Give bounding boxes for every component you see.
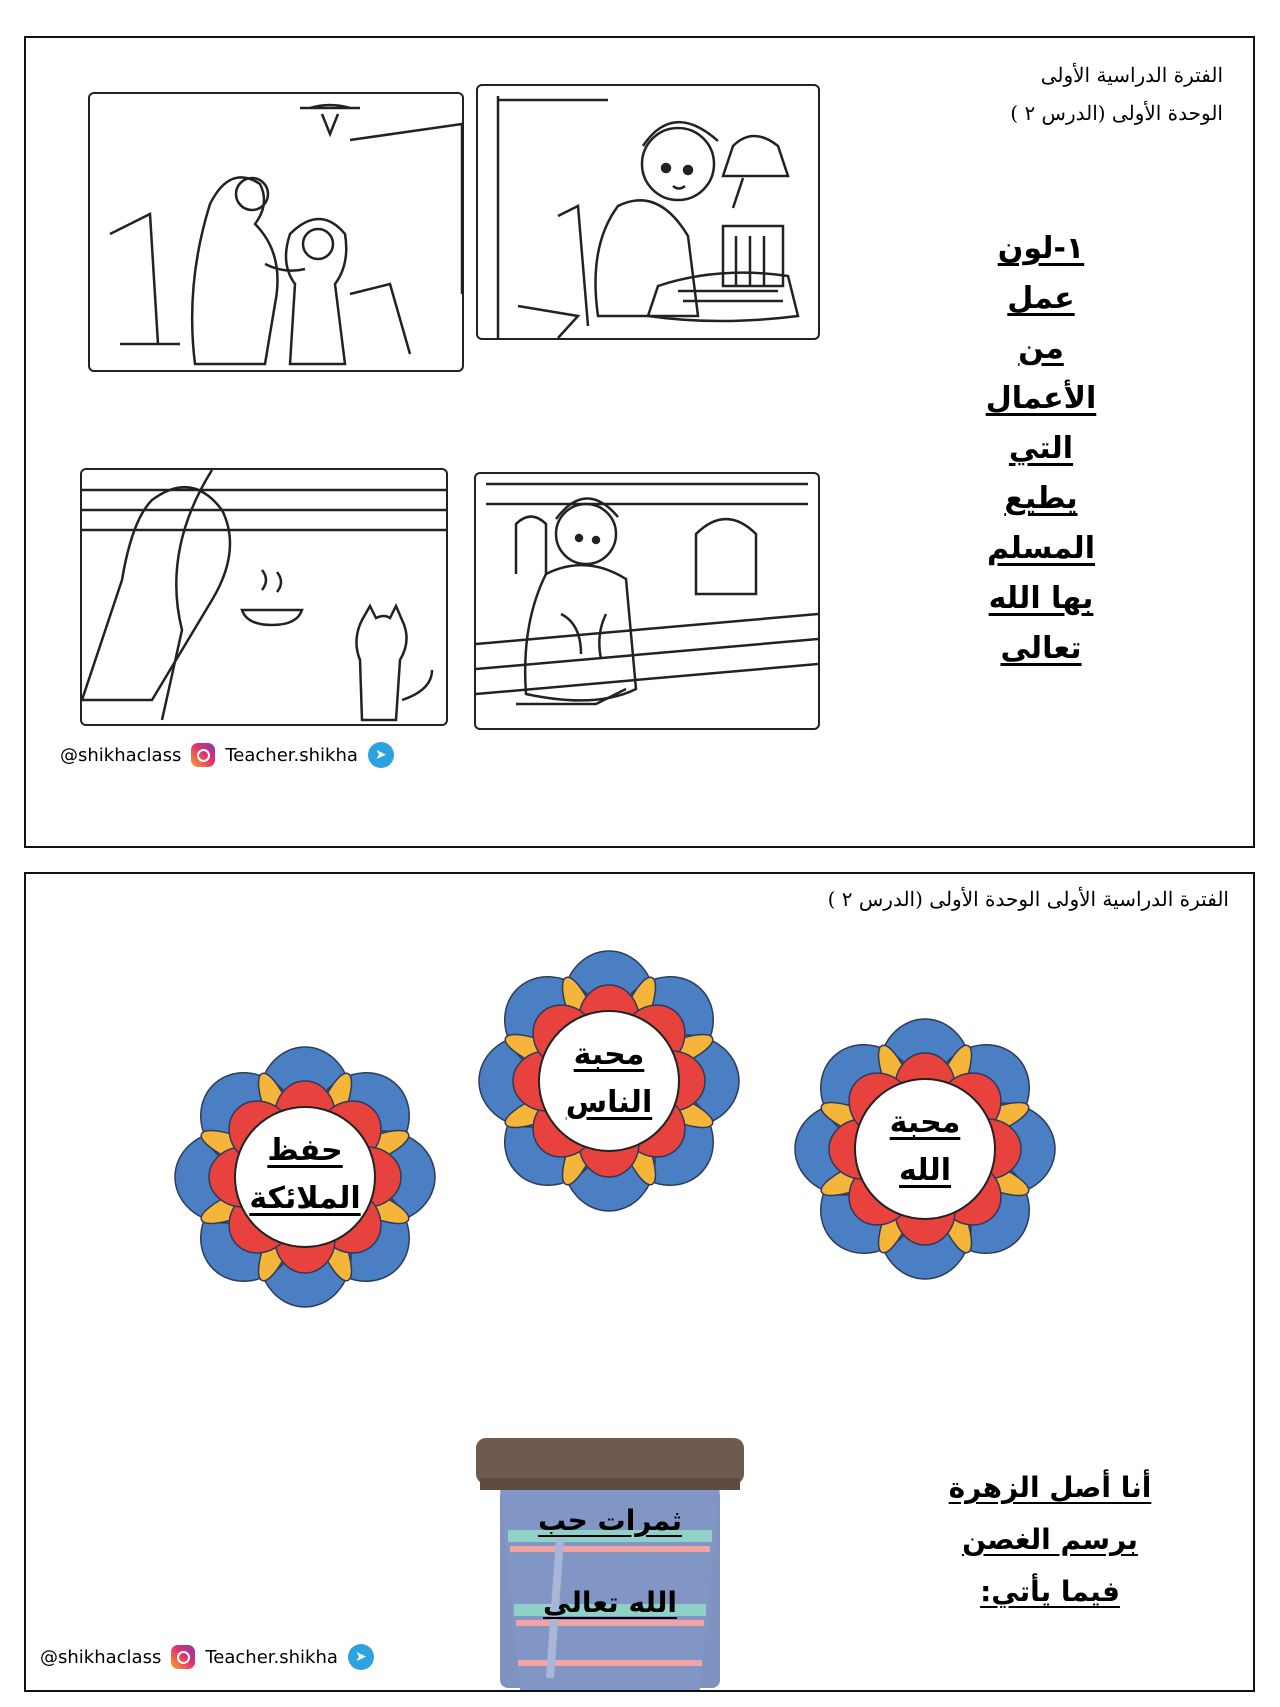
footer-handle: @shikhaclass (40, 1646, 162, 1668)
flower-label-line: الناس (565, 1085, 653, 1120)
question-word: عمل (1007, 281, 1075, 316)
question-word: يطيع (1004, 481, 1078, 516)
instagram-icon[interactable] (171, 1645, 195, 1669)
instagram-icon[interactable] (191, 743, 215, 767)
flower-label-line: محبة (889, 1105, 961, 1140)
scene-boy-praying[interactable] (474, 472, 820, 730)
flower-label-line: محبة (573, 1037, 645, 1072)
flower-love-of-allah[interactable] (790, 1014, 1060, 1284)
flower-label-line: حفظ (267, 1133, 343, 1168)
page2-header: الفترة الدراسية الأولى الوحدة الأولى (الدرس ٢ ) (827, 887, 1229, 911)
question-word: المسلم (987, 531, 1095, 566)
question-word: الأعمال (985, 381, 1097, 416)
page2-footer (40, 1644, 374, 1670)
drawing-instruction (900, 1462, 1200, 1618)
question-word: ١-لون (997, 231, 1085, 266)
telegram-icon[interactable]: ➤ (368, 742, 394, 768)
question-word: من (1018, 331, 1064, 366)
telegram-icon[interactable]: ➤ (348, 1644, 374, 1670)
pot-label-line1: ثمرات حب (537, 1504, 682, 1537)
question-word: التي (1008, 431, 1074, 466)
page1-header (1010, 56, 1223, 132)
footer-instagram: Teacher.shikha (225, 744, 358, 766)
flower-label (225, 1127, 385, 1223)
flower-label (529, 1031, 689, 1127)
scene-feeding-cat[interactable] (80, 468, 448, 726)
scene-boy-reading[interactable] (476, 84, 820, 340)
instruction-line: أنا أصل الزهرة (948, 1471, 1152, 1504)
pot-label-line2: الله تعالى (543, 1586, 677, 1619)
flower-label-line: الله (899, 1153, 951, 1188)
header-term: الفترة الدراسية الأولى (1040, 63, 1223, 87)
header-unit-lesson: الوحدة الأولى (الدرس ٢ ) (1010, 101, 1223, 125)
page1-footer (60, 742, 394, 768)
footer-instagram: Teacher.shikha (205, 1646, 338, 1668)
scene-helping-grandmother[interactable] (88, 92, 464, 372)
flower-label-line: الملائكة (249, 1181, 361, 1216)
flower-pot[interactable] (470, 1438, 750, 1694)
question-word: تعالى (1000, 631, 1082, 666)
worksheet-page-1 (24, 36, 1255, 848)
instruction-line: فيما يأتي: (980, 1575, 1120, 1608)
footer-handle: @shikhaclass (60, 744, 182, 766)
question-word: بها الله (988, 581, 1094, 616)
coloring-question (936, 224, 1146, 674)
flower-love-of-people[interactable] (474, 946, 744, 1216)
flower-label (845, 1099, 1005, 1195)
flower-guardian-angels[interactable] (170, 1042, 440, 1312)
instruction-line: برسم الغصن (962, 1523, 1138, 1556)
